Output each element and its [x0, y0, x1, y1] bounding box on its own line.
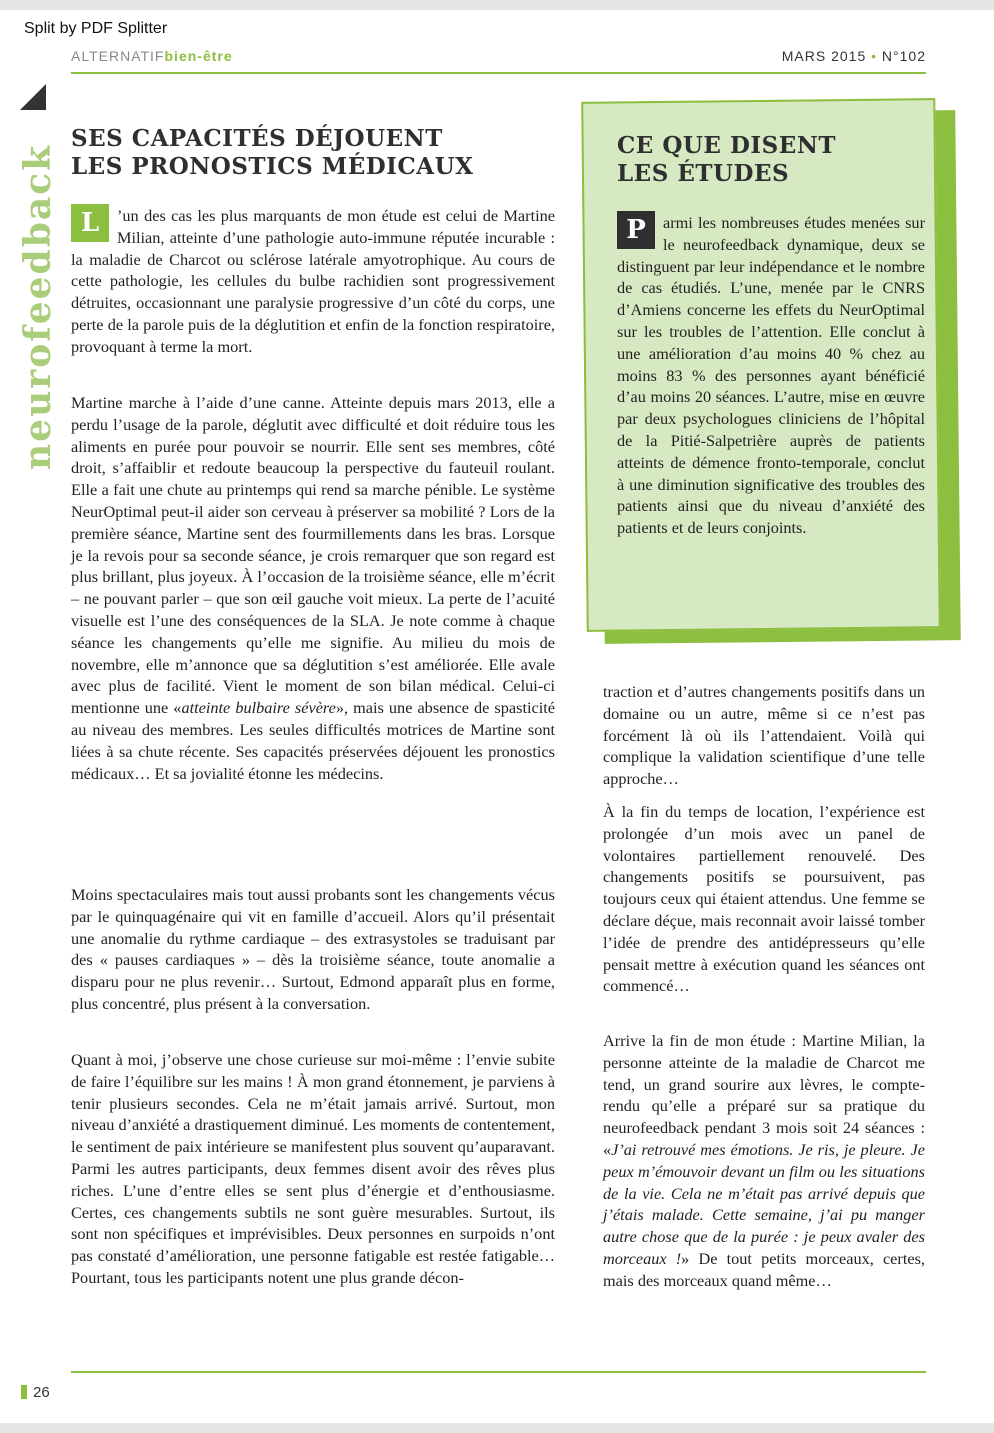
article-paragraph-4: Quant à moi, j’observe une chose curieuse sur moi-même : l’envie subite de faire l’équilibre sur les mains ! À mon grand étonnement, je parviens à tenir plusieurs secondes. Cela ne m’était jamais arrivé. Surtout, mon niveau d’anxiété a drastiquement diminué. Les moments de contentement, le sentiment de paix intérieure se manifestent plus souvent qu’auparavant. Parmi les autres participants, deux femmes disent avoir des rêves plus riches. L’une d’entre elles se sent plus d’énergie et d’enthousiasme. Certes, ces changements subtils ne sont guère mesurables. Surtout, ils sont non spécifiques et imprévisibles. Deux personnes en surpoids n’ont pas constaté d’amélioration, une personne fatigable est restée fatigable… Pourtant, tous les participants notent une plus grande décon-	[71, 1050, 555, 1287]
paragraph-2-italic: atteinte bulbaire sévère	[181, 698, 336, 718]
magazine-brand	[71, 48, 233, 64]
paragraph-7-text-a: Arrive la fin de mon étude : Martine Milian, la personne atteinte de la maladie de Charcot me tend, un grand sourire aux lèvres, le compte-rendu qu’elle a préparé sur sa pratique du neurofeedback pendant 3 mois soit 24 séances : «	[603, 1031, 925, 1159]
article-title-line2: LES PRONOSTICS MÉDICAUX	[71, 153, 474, 180]
issue-number: N°102	[881, 48, 926, 64]
sidebar-title-line1: CE QUE DISENT	[617, 132, 836, 159]
viewer-top-strip	[0, 0, 994, 10]
page-header	[71, 48, 926, 70]
paragraph-2-text-b: », mais une absence de spasticité au niveau des membres. Les seules difficultés motrices de Martine sont liées à sa chute récente. Ses capacités préservées déjouent les pronostics médicaux… Et sa jovialité étonne les médecins.	[71, 698, 556, 783]
article-paragraph-5: traction et d’autres changements positifs dans un domaine ou un autre, même si ce n’est pas forcément là où ils l’attendaient. Voilà qui complique la validation scientifique d’une telle approche…	[603, 682, 925, 789]
section-tag: neurofeedback	[17, 143, 59, 470]
viewer-bottom-strip	[0, 1423, 994, 1433]
dropcap-p: P	[617, 211, 655, 249]
article-paragraph-7	[603, 1030, 925, 1292]
brand-bold: bien-être	[164, 48, 233, 64]
article-paragraph-3: Moins spectaculaires mais tout aussi probants sont les changements vécus par le quinquagénaire qui vit en famille d’accueil. Alors qu’il présentait une anomalie du rythme cardiaque – des extrasystoles se traduisant par des « pauses cardiaques » – dès la troisième séance, toute anomalie a disparu pour ne plus revenir… Surtout, Edmond apparaît plus en forme, plus concentré, plus présent à la conversation.	[71, 885, 555, 1013]
article-paragraph-1	[71, 205, 555, 358]
sidebar-title-line2: LES ÉTUDES	[617, 160, 790, 187]
issue-info	[782, 48, 926, 64]
sidebar-title	[617, 132, 937, 188]
page-marker	[21, 1385, 27, 1399]
arrow-icon	[20, 84, 46, 110]
sidebar-body: armi les nombreuses études menées sur le neurofeedback dynamique, deux se distinguent par leur indépendance et le nombre de cas étudiés. L’une, menée par le CNRS d’Amiens concerne les effets du NeurOptimal sur les troubles de l’attention. Elle conclut à une amélioration d’au moins 40 % chez au moins 83 % des personnes ayant bénéficié d’au moins 20 séances. L’autre, mise en œuvre par deux psychologues cliniciens de l’hôpital de la Pitié-Salpetrière auprès de patients atteints de démence fronto-temporale, conclut à une diminution significative des troubles des patients ainsi que du niveau d’anxiété des patients et de leurs conjoints.	[617, 213, 925, 538]
issue-date: MARS 2015	[781, 48, 867, 64]
splitter-label: Split by PDF Splitter	[24, 20, 168, 37]
page-number	[21, 1384, 50, 1401]
article-title-line1: SES CAPACITÉS DÉJOUENT	[71, 125, 443, 152]
paragraph-7-quote: J’ai retrouvé mes émotions. Je ris, je pleure. Je peux m’émouvoir devant un film ou les situations de la vie. Cela ne m’était pas arrivé depuis que j’étais malade. Cette semaine, j’ai pu manger autre chose que de la purée : je peux avaler des morceaux !	[603, 1139, 925, 1268]
article-paragraph-6: À la fin du temps de location, l’expérience est prolongée d’un mois avec un panel de volontaires partiellement renouvelé. Des changements positifs se poursuivent, pas toujours ceux qui étaient attendus. Une femme se déclare déçue, mais reconnait avoir laissé tomber l’idée de prendre des antidépresseurs qu’elle pensait mettre à exécution quand les séances ont commencé…	[603, 802, 925, 996]
header-rule	[71, 72, 926, 74]
paragraph-7-text-b: » De tout petits morceaux, certes, mais des morceaux quand même…	[603, 1248, 925, 1290]
footer-rule	[71, 1371, 926, 1373]
paragraph-2-text-a: Martine marche à l’aide d’une canne. Atteinte depuis mars 2013, elle a perdu l’usage de la parole, déglutit avec difficulté et doit réduire tous les aliments en purée pour pouvoir se nourrir. Elle sent ses membres, côté droit, s’affaiblir et redoute beaucoup la perspective du fauteuil roulant. Elle a fait une chute au printemps qui rend sa marche pénible. Le système NeurOptimal peut-il aider son cerveau à préserver sa mobilité ? Lors de la première séance, Martine sent des fourmillements dans les bras. Lorsque je la revois pour sa seconde séance, je crois remarquer que son regard est plus brillant, plus joyeux. À l’occasion de la troisième séance, elle m’écrit – ne pouvant parler – que son œil gauche voit mieux. La perte de l’acuité visuelle est l’une des conséquences de la SLA. Je note comme à chaque séance les changements qu’elle me signifie. Au milieu du mois de novembre, elle m’annonce que sa déglutition s’est améliorée. Elle avale avec plus de facilité. Vient le moment de son bilan médical. Celui-ci mentionne une «	[71, 393, 555, 718]
brand-light: ALTERNATIF	[71, 48, 165, 64]
article-paragraph-2	[71, 392, 555, 784]
sidebar-text	[617, 212, 925, 539]
paragraph-1-text: ’un des cas les plus marquants de mon étude est celui de Martine Milian, atteinte d’une pathologie auto-immune réputée incurable : la maladie de Charcot ou sclérose latérale amyotrophique. Au cours de cette pathologie, les cellules du bulbe rachidien sont progressivement détruites, occasionnant une paralysie progressive d’un côté du corps, une perte de la parole puis de la déglutition et enfin de la fonction respiratoire, provoquant à terme la mort.	[71, 206, 555, 356]
dropcap-l: L	[71, 204, 109, 242]
page-number-text: 26	[33, 1384, 50, 1401]
article-title	[71, 125, 561, 181]
bullet-separator: •	[871, 48, 878, 64]
